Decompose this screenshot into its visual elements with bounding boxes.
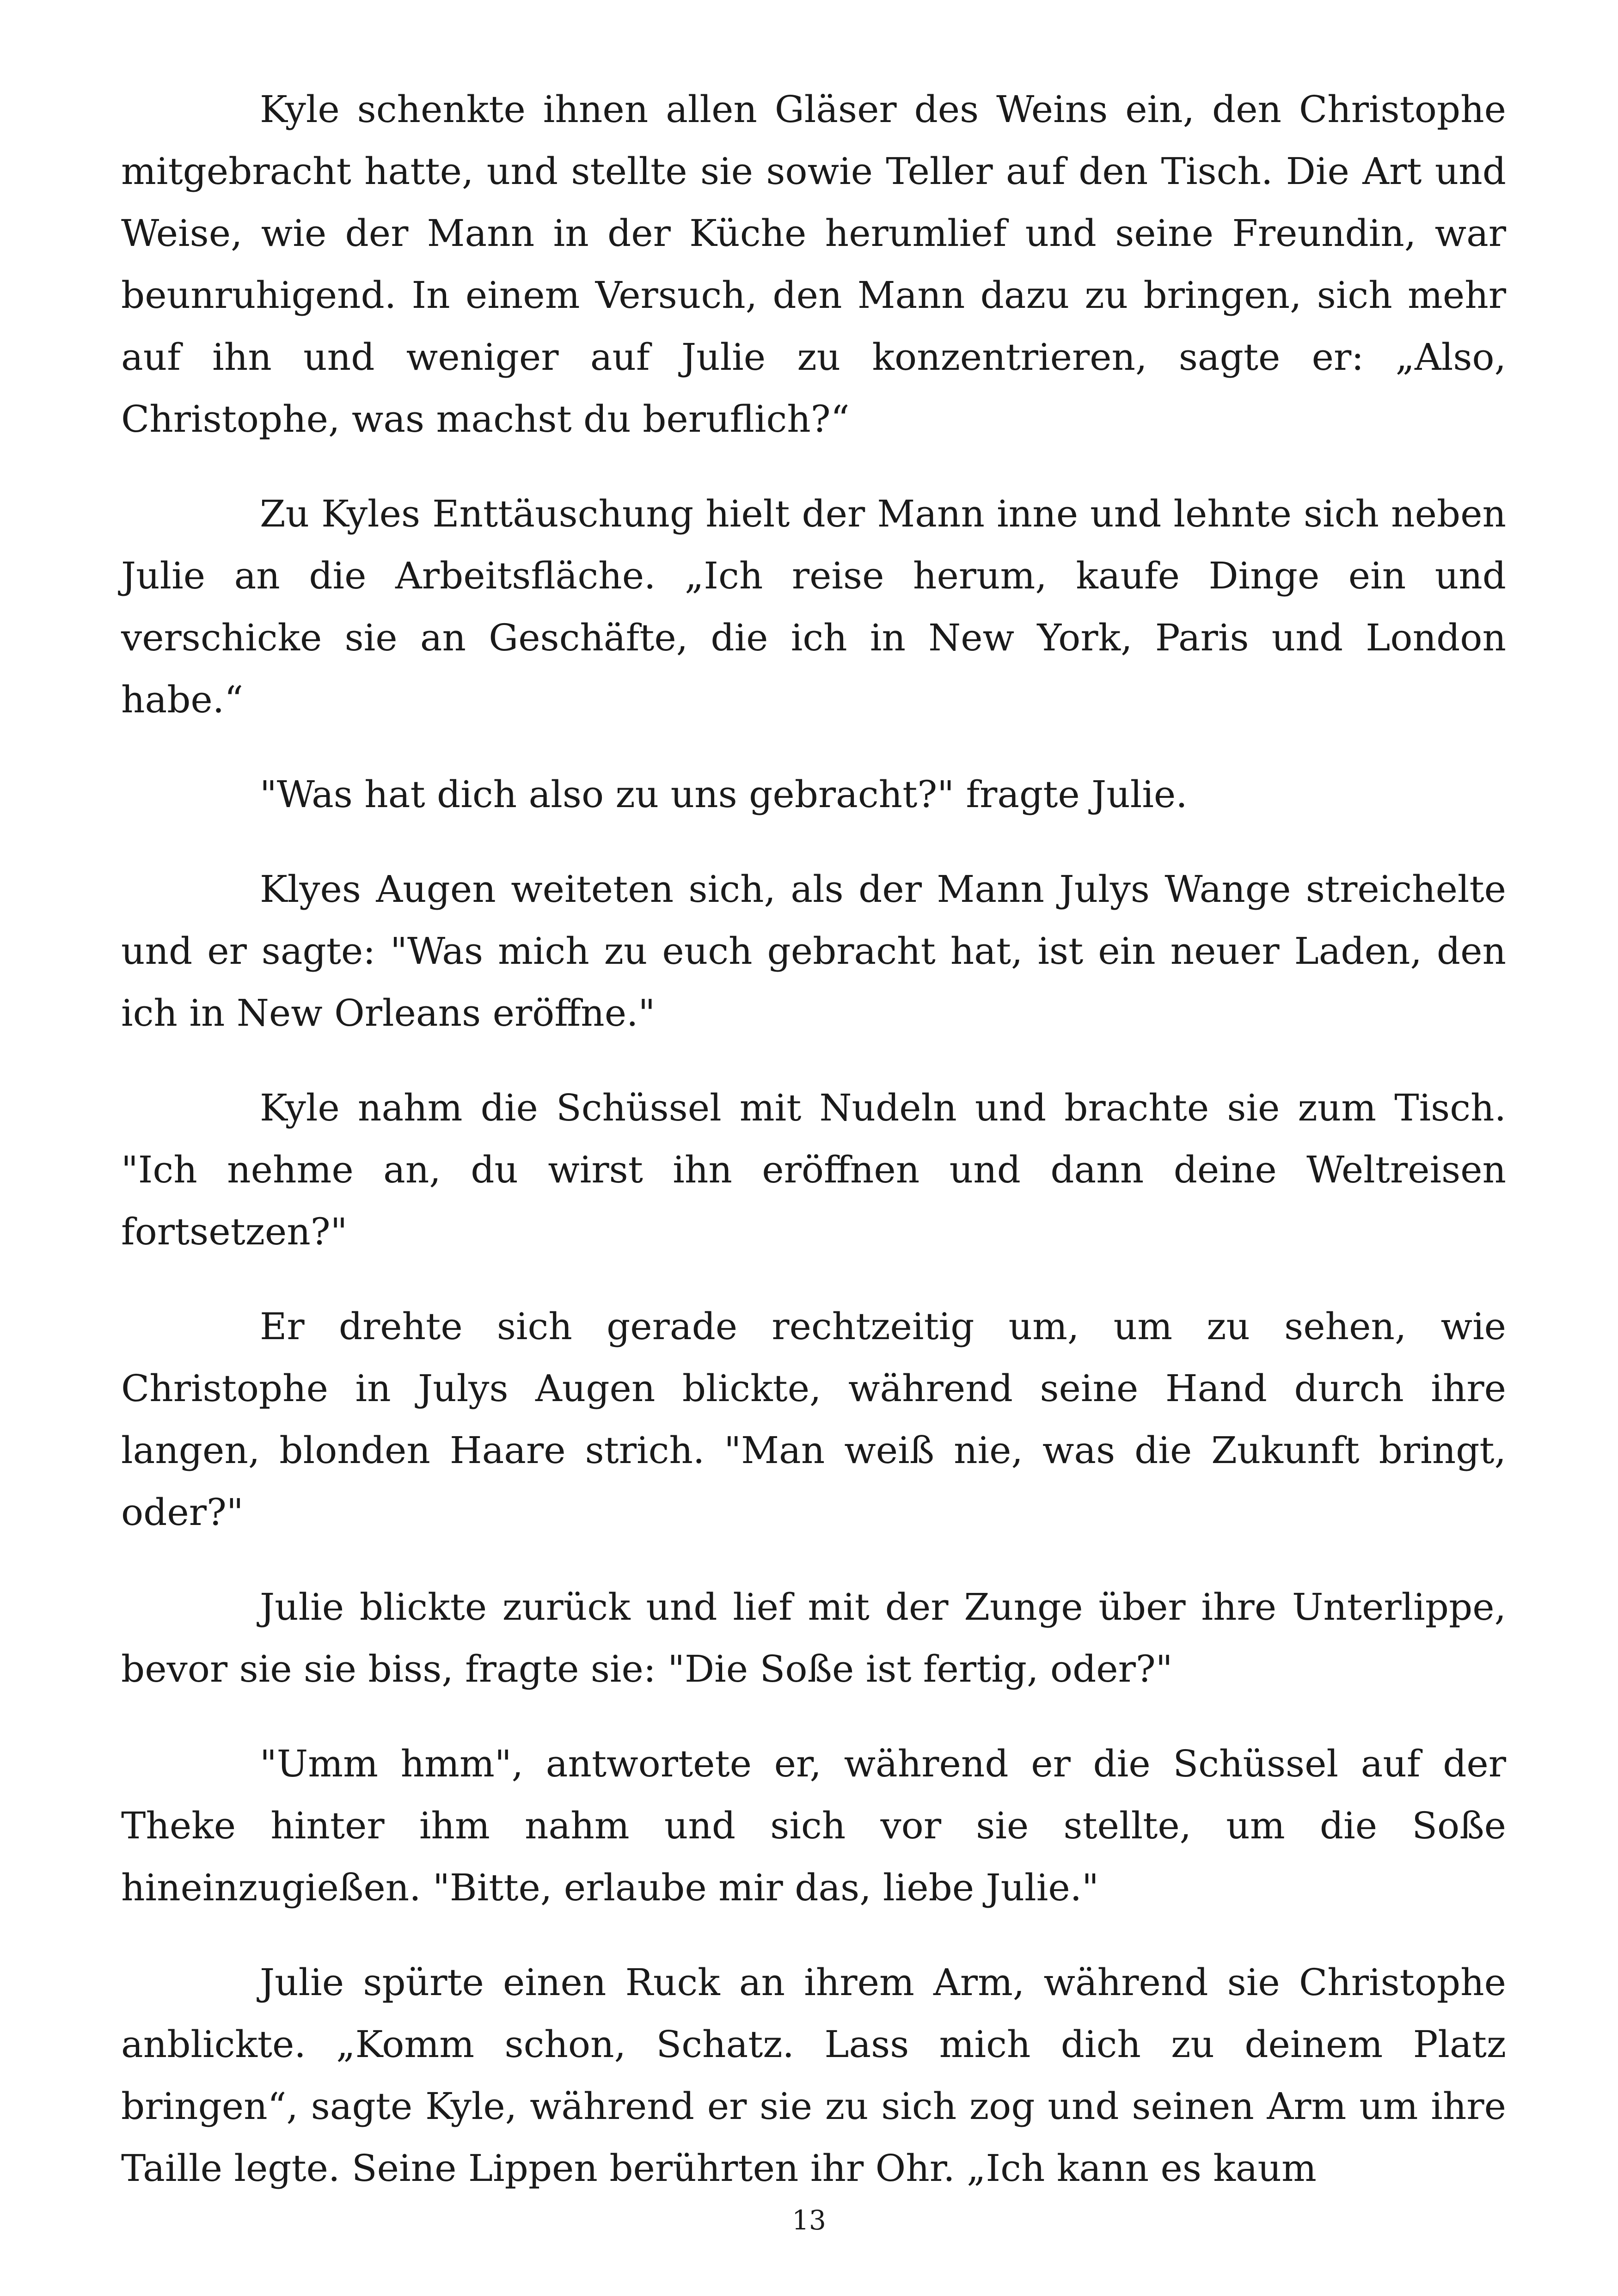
- paragraph-7: Julie blickte zurück und lief mit der Zunge über ihre Unterlippe, bevor sie sie biss, fragte sie: "Die Soße ist fertig, oder?": [121, 1586, 1506, 1690]
- paragraph-2: Zu Kyles Enttäuschung hielt der Mann inne und lehnte sich neben Julie an die Arbeitsfläche. „Ich reise herum, kaufe Dinge ein und verschicke sie an Geschäfte, die ich in New York, Paris und London habe.“: [121, 492, 1506, 721]
- page-number: 13: [792, 2204, 826, 2236]
- paragraph-1: Kyle schenkte ihnen allen Gläser des Weins ein, den Christophe mitgebracht hatte, und stellte sie sowie Teller auf den Tisch. Die Art und Weise, wie der Mann in der Küche herumlief und seine Freundin, war beunruhigend. In einem Versuch, den Mann dazu zu bringen, sich mehr auf ihn und weniger auf Julie zu konzentrieren, sagte er: „Also, Christophe, was machst du beruflich?“: [121, 88, 1506, 441]
- paragraph-6: Er drehte sich gerade rechtzeitig um, um zu sehen, wie Christophe in Julys Augen blickte, während seine Hand durch ihre langen, blonden Haare strich. "Man weiß nie, was die Zukunft bringt, oder?": [121, 1305, 1506, 1534]
- page-body: [121, 79, 1506, 2190]
- paragraph-9: Julie spürte einen Ruck an ihrem Arm, während sie Christophe anblickte. „Komm schon, Schatz. Lass mich dich zu deinem Platz bringen“, sagte Kyle, während er sie zu sich zog und seinen Arm um ihre Taille legte. Seine Lippen berührten ihr Ohr. „Ich kann es kaum: [121, 1961, 1506, 2190]
- paragraph-3: "Was hat dich also zu uns gebracht?" fragte Julie.: [260, 773, 1188, 816]
- paragraph-4: Klyes Augen weiteten sich, als der Mann Julys Wange streichelte und er sagte: "Was mich zu euch gebracht hat, ist ein neuer Laden, den ich in New Orleans eröffne.": [121, 868, 1506, 1035]
- paragraph-5: Kyle nahm die Schüssel mit Nudeln und brachte sie zum Tisch. "Ich nehme an, du wirst ihn eröffnen und dann deine Weltreisen fortsetzen?": [121, 1086, 1506, 1253]
- paragraph-8: "Umm hmm", antwortete er, während er die Schüssel auf der Theke hinter ihm nahm und sich vor sie stellte, um die Soße hineinzugießen. "Bitte, erlaube mir das, liebe Julie.": [121, 1742, 1506, 1909]
